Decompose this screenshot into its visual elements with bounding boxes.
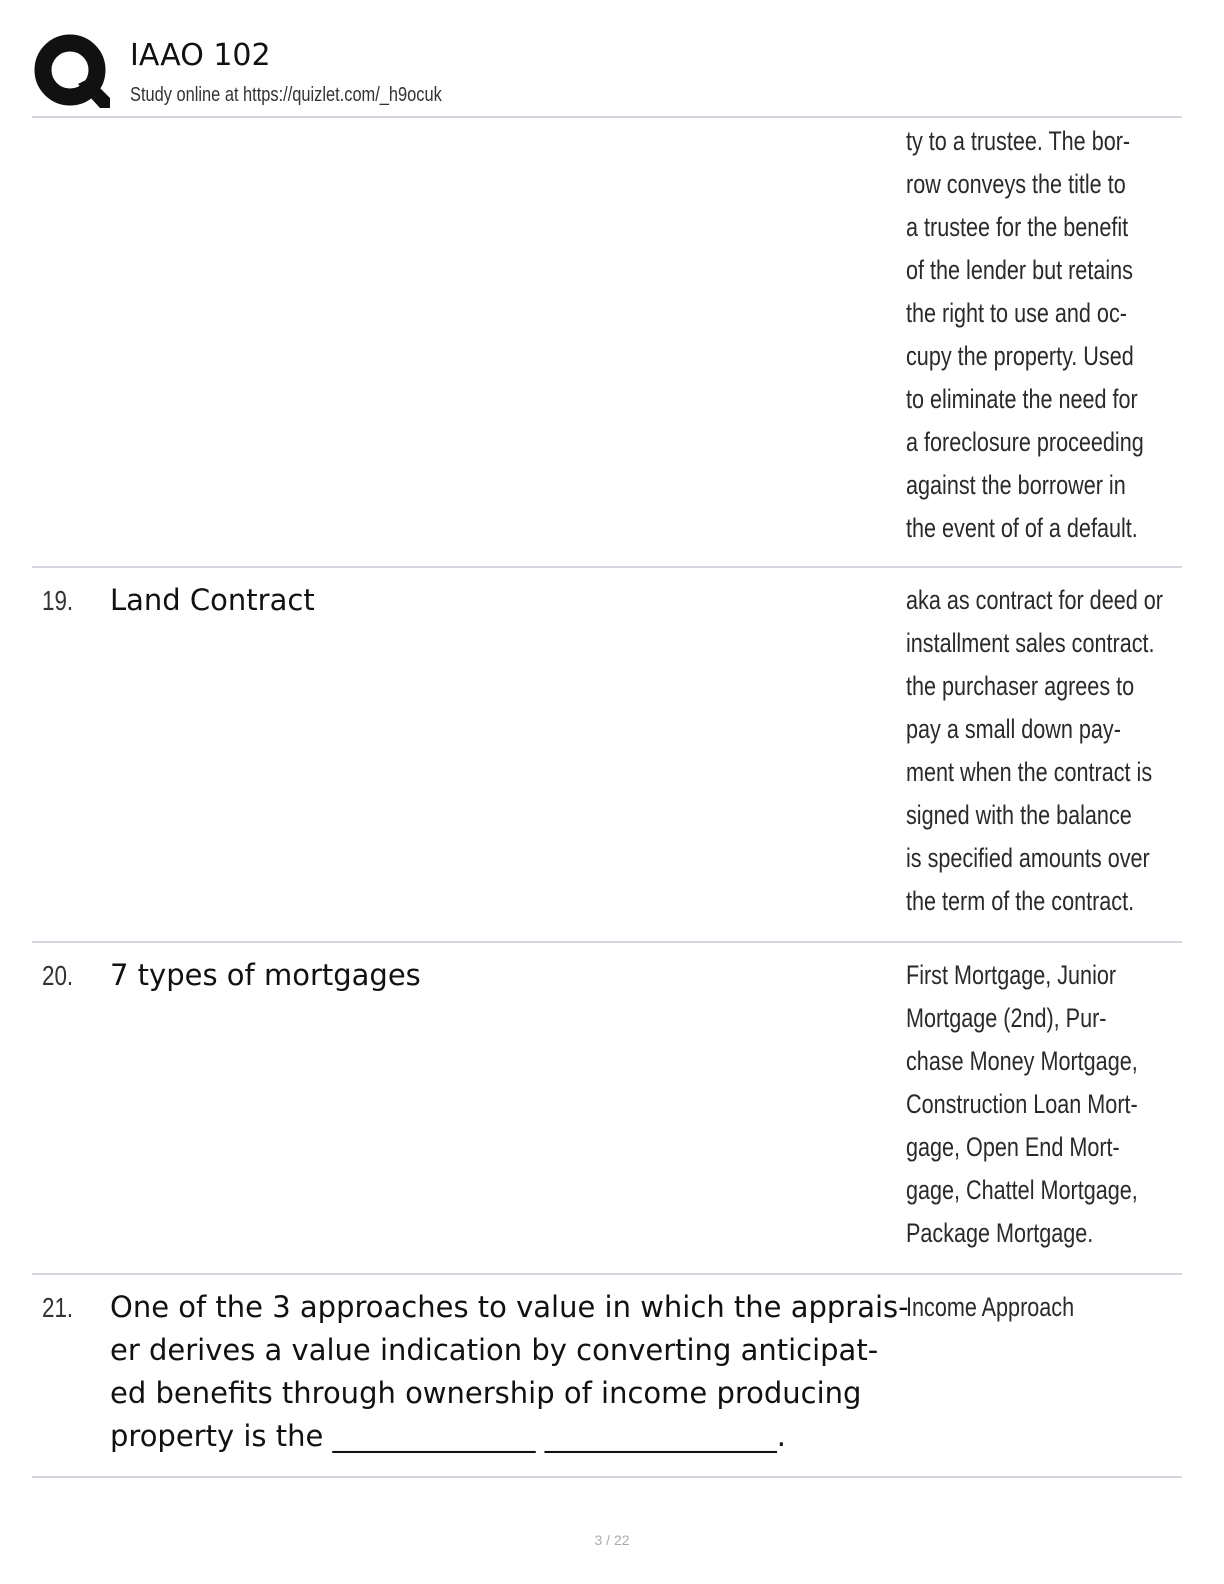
card-term [110,579,900,622]
definition-line: the event of of a default. [906,513,1138,543]
card-definition [906,954,1170,1255]
card-definition [906,579,1170,923]
term-line: property is the ______________ ________________. [110,1419,786,1453]
definition-line: Mortgage (2nd), Pur- [906,1003,1107,1033]
continued-definition [906,120,1170,550]
definition-line: to eliminate the need for [906,384,1138,414]
definition-line: a trustee for the benefit [906,212,1129,242]
definition-line: aka as contract for deed or [906,585,1163,615]
definition-line: First Mortgage, Junior [906,960,1117,990]
definition-line: pay a small down pay- [906,714,1121,744]
card-term [110,954,900,997]
card-divider [32,1476,1182,1478]
definition-line: a foreclosure proceeding [906,427,1144,457]
term-line: One of the 3 approaches to value in which the apprais- [110,1290,909,1324]
document-title: IAAO 102 [130,38,271,73]
definition-line: the purchaser agrees to [906,671,1135,701]
quizlet-logo-icon [34,34,110,110]
definition-line: the right to use and oc- [906,298,1127,328]
card-divider [32,941,1182,943]
definition-line: Construction Loan Mort- [906,1089,1138,1119]
definition-line: of the lender but retains [906,255,1133,285]
card-definition [906,1286,1170,1329]
card-divider [32,1273,1182,1275]
definition-line: the term of the contract. [906,886,1135,916]
term-line: ed benefits through ownership of income producing [110,1376,862,1410]
term-line: Land Contract [110,583,315,617]
definition-line: installment sales contract. [906,628,1155,658]
header-divider [32,116,1182,118]
card-divider [32,566,1182,568]
definition-line: row conveys the title to [906,169,1126,199]
card-number: 21. [42,1292,74,1323]
card-number: 19. [42,585,74,616]
term-line: er derives a value indication by converting anticipat- [110,1333,879,1367]
page-header [32,30,1182,116]
card-number: 20. [42,960,74,991]
definition-line: ty to a trustee. The bor- [906,126,1131,156]
card-term [110,1286,909,1458]
definition-line: against the borrower in [906,470,1126,500]
definition-line: ment when the contract is [906,757,1153,787]
definition-line: gage, Chattel Mortgage, [906,1175,1138,1205]
definition-line: is specified amounts over [906,843,1150,873]
definition-line: signed with the balance [906,800,1132,830]
page-number: 3 / 22 [594,1532,630,1548]
definition-line: Income Approach [906,1292,1075,1322]
definition-line: chase Money Mortgage, [906,1046,1138,1076]
study-online-link[interactable]: Study online at https://quizlet.com/_h9ocuk [130,84,442,106]
definition-line: Package Mortgage. [906,1218,1094,1248]
definition-line: gage, Open End Mort- [906,1132,1120,1162]
definition-line: cupy the property. Used [906,341,1134,371]
term-line: 7 types of mortgages [110,958,421,992]
